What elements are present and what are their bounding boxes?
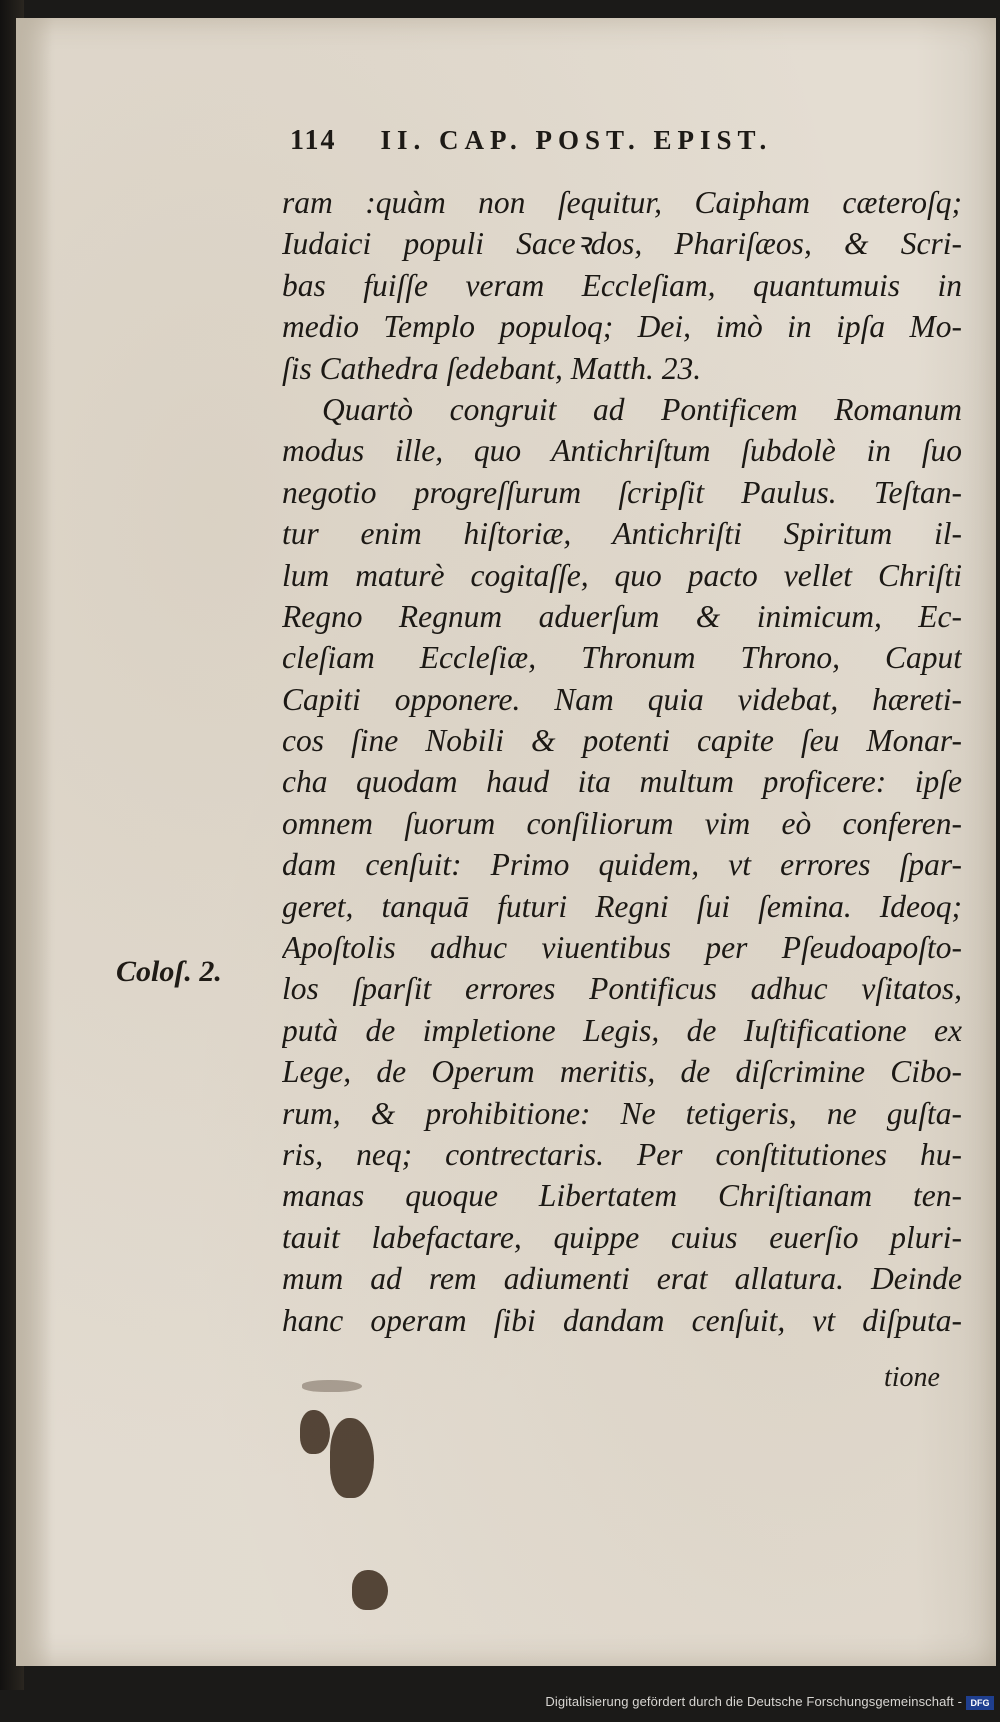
text-line: Capiti opponere. Nam quia videbat, hæreti- xyxy=(282,681,962,717)
page-number: 114 xyxy=(290,125,337,156)
ink-stain xyxy=(300,1410,330,1454)
text-line: lum maturè cogitaſſe, quo pacto vellet Chriſti xyxy=(282,557,962,593)
text-line: cha quodam haud ita multum proficere: ipſe xyxy=(282,764,962,800)
ink-stain xyxy=(352,1570,388,1610)
body-text xyxy=(282,182,962,1341)
text-line: negotio progreſſurum ſcripſit Paulus. Teſtan- xyxy=(282,474,962,510)
page-gutter-shadow xyxy=(16,18,52,1666)
text-line: los ſparſit errores Pontificus adhuc vſitatos, xyxy=(282,971,962,1007)
text-line: bas fuiſſe veram Eccleſiam, quantumuis in xyxy=(282,267,962,303)
running-header xyxy=(290,125,910,169)
text-line: putà de impletione Legis, de Iuſtificatione ex xyxy=(282,1012,962,1048)
text-line: mum ad rem adiumenti erat allatura. Deinde xyxy=(282,1261,962,1297)
text-line: tur enim hiſtoriæ, Antichriſti Spiritum il- xyxy=(282,516,962,552)
text-line: ram :quàm non ſequitur, Caipham cæteroſq; xyxy=(282,185,962,220)
text-line: manas quoque Libertatem Chriſtianam ten- xyxy=(282,1178,962,1214)
text-line: hanc operam ſibi dandam cenſuit, vt diſputa- xyxy=(282,1302,962,1338)
text-line: ris, neq; contrectaris. Per conſtitutiones hu- xyxy=(282,1136,962,1172)
ink-stain xyxy=(330,1418,374,1498)
catchword: tione xyxy=(884,1362,940,1393)
text-line: Lege, de Operum meritis, de diſcrimine Cibo- xyxy=(282,1054,962,1090)
text-line: modus ille, quo Antichriſtum ſubdolè in ſuo xyxy=(282,433,962,469)
text-line: dam cenſuit: Primo quidem, vt errores ſpar- xyxy=(282,847,962,883)
text-line: medio Templo populoq; Dei, imò in ipſa Mo- xyxy=(282,309,962,345)
text-line: cos ſine Nobili & potenti capite ſeu Monar- xyxy=(282,723,962,759)
running-title: II. CAP. POST. EPIST. xyxy=(380,125,773,155)
text-line: rum, & prohibitione: Ne tetigeris, ne guſta- xyxy=(282,1095,962,1131)
margin-note: Coloſ. 2. xyxy=(116,955,222,988)
text-line: Quartò congruit ad Pontificem Romanum xyxy=(322,391,962,427)
text-line: Iudaici populi Saceꝛdos, Phariſæos, & Scri- xyxy=(282,226,962,262)
digitization-credit: Digitalisierung gefördert durch die Deutsche Forschungsgemeinschaft - xyxy=(545,1694,962,1709)
text-line: ſis Cathedra ſedebant, Matth. 23. xyxy=(282,350,702,386)
text-line: Regno Regnum aduerſum & inimicum, Ec- xyxy=(282,598,962,634)
text-line: Apoſtolis adhuc viuentibus per Pſeudoapoſto- xyxy=(282,930,962,966)
text-line: geret, tanquā futuri Regni ſui ſemina. Ideoq; xyxy=(282,888,962,924)
dfg-logo: DFG xyxy=(966,1696,994,1710)
text-line: omnem ſuorum conſiliorum vim eò conferen- xyxy=(282,805,962,841)
text-line: tauit labefactare, quippe cuius euerſio pluri- xyxy=(282,1219,962,1255)
text-line: cleſiam Eccleſiæ, Thronum Throno, Caput xyxy=(282,640,962,676)
ink-stain xyxy=(302,1380,362,1392)
